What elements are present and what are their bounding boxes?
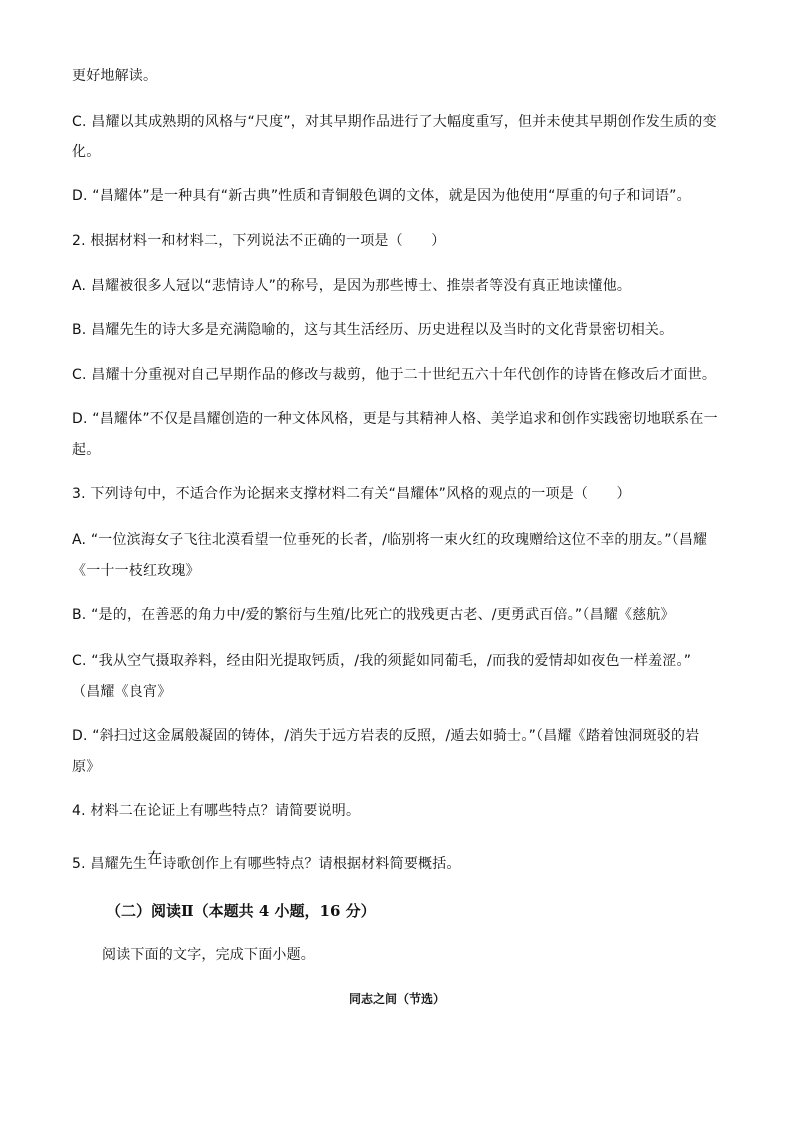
section-heading: （二）阅读Ⅱ（本题共 4 小题，16 分） (106, 902, 376, 920)
q5-text-after: 诗歌创作上有哪些特点？请根据材料简要概括。 (162, 856, 461, 872)
q3-option-c-line-1: C. “我从空气摄取养料，经由阳光提取钙质，/我的须髭如同葡毛，/而我的爱情却如夜色一样羞涩。” (72, 653, 692, 669)
question-3: 3. 下列诗句中，不适合作为论据来支撑材料二有关“昌耀体”风格的观点的一项是（ ） (72, 486, 631, 502)
q3-option-d-line-1: D. “斜扫过这金属般凝固的铸体，/消失于远方岩表的反照，/遁去如骑士。”（昌耀《踏着蚀洞斑驳的岩 (72, 728, 700, 744)
question-5 (72, 849, 461, 874)
q2-option-d-line-2: 起。 (72, 442, 101, 458)
q3-option-b: B. “是的，在善恶的角力中/爱的繁衍与生殖/比死亡的戕残更古老、/更勇武百倍。”（昌耀《慈航》 (72, 607, 675, 623)
text-line-1: 更好地解读。 (72, 68, 158, 84)
option-d-line: D. “昌耀体”是一种具有“新古典”性质和青铜般色调的文体，就是因为他使用“厚重的句子和词语”。 (72, 188, 691, 204)
reading-instruction: 阅读下面的文字，完成下面小题。 (102, 947, 315, 963)
option-c-line-1: C. 昌耀以其成熟期的风格与“尺度”，对其早期作品进行了大幅度重写，但并未使其早期创作发生质的变 (72, 114, 717, 130)
q2-option-c: C. 昌耀十分重视对自己早期作品的修改与裁剪，他于二十世纪五六十年代创作的诗皆在修改后才面世。 (72, 367, 717, 383)
q3-option-d-line-2: 原》 (72, 759, 101, 775)
question-2: 2. 根据材料一和材料二，下列说法不正确的一项是（ ） (72, 233, 446, 249)
q2-option-a: A. 昌耀被很多人冠以“悲情诗人”的称号，是因为那些博士、推崇者等没有真正地读懂他。 (72, 278, 632, 294)
question-4: 4. 材料二在论证上有哪些特点？请简要说明。 (72, 803, 361, 819)
q3-option-a-line-2: 《一十一枝红玫瑰》 (72, 563, 200, 579)
passage-title: 同志之间（节选） (348, 992, 445, 1006)
option-c-line-2: 化。 (72, 144, 101, 160)
q5-raised-char: 在 (147, 849, 163, 867)
q2-option-d-line-1: D. “昌耀体”不仅是昌耀创造的一种文体风格，更是与其精神人格、美学追求和创作实践密切地联系在一 (72, 411, 718, 427)
q3-option-c-line-2: （昌耀《良宵》 (72, 684, 172, 700)
q5-text-before: 5. 昌耀先生 (72, 856, 148, 872)
q3-option-a-line-1: A. “一位滨海女子飞往北漠看望一位垂死的长者，/临别将一束火红的玫瑰赠给这位不幸的朋友。”（昌耀 (72, 532, 708, 548)
q2-option-b: B. 昌耀先生的诗大多是充满隐喻的，这与其生活经历、历史进程以及当时的文化背景密切相关。 (72, 322, 674, 338)
